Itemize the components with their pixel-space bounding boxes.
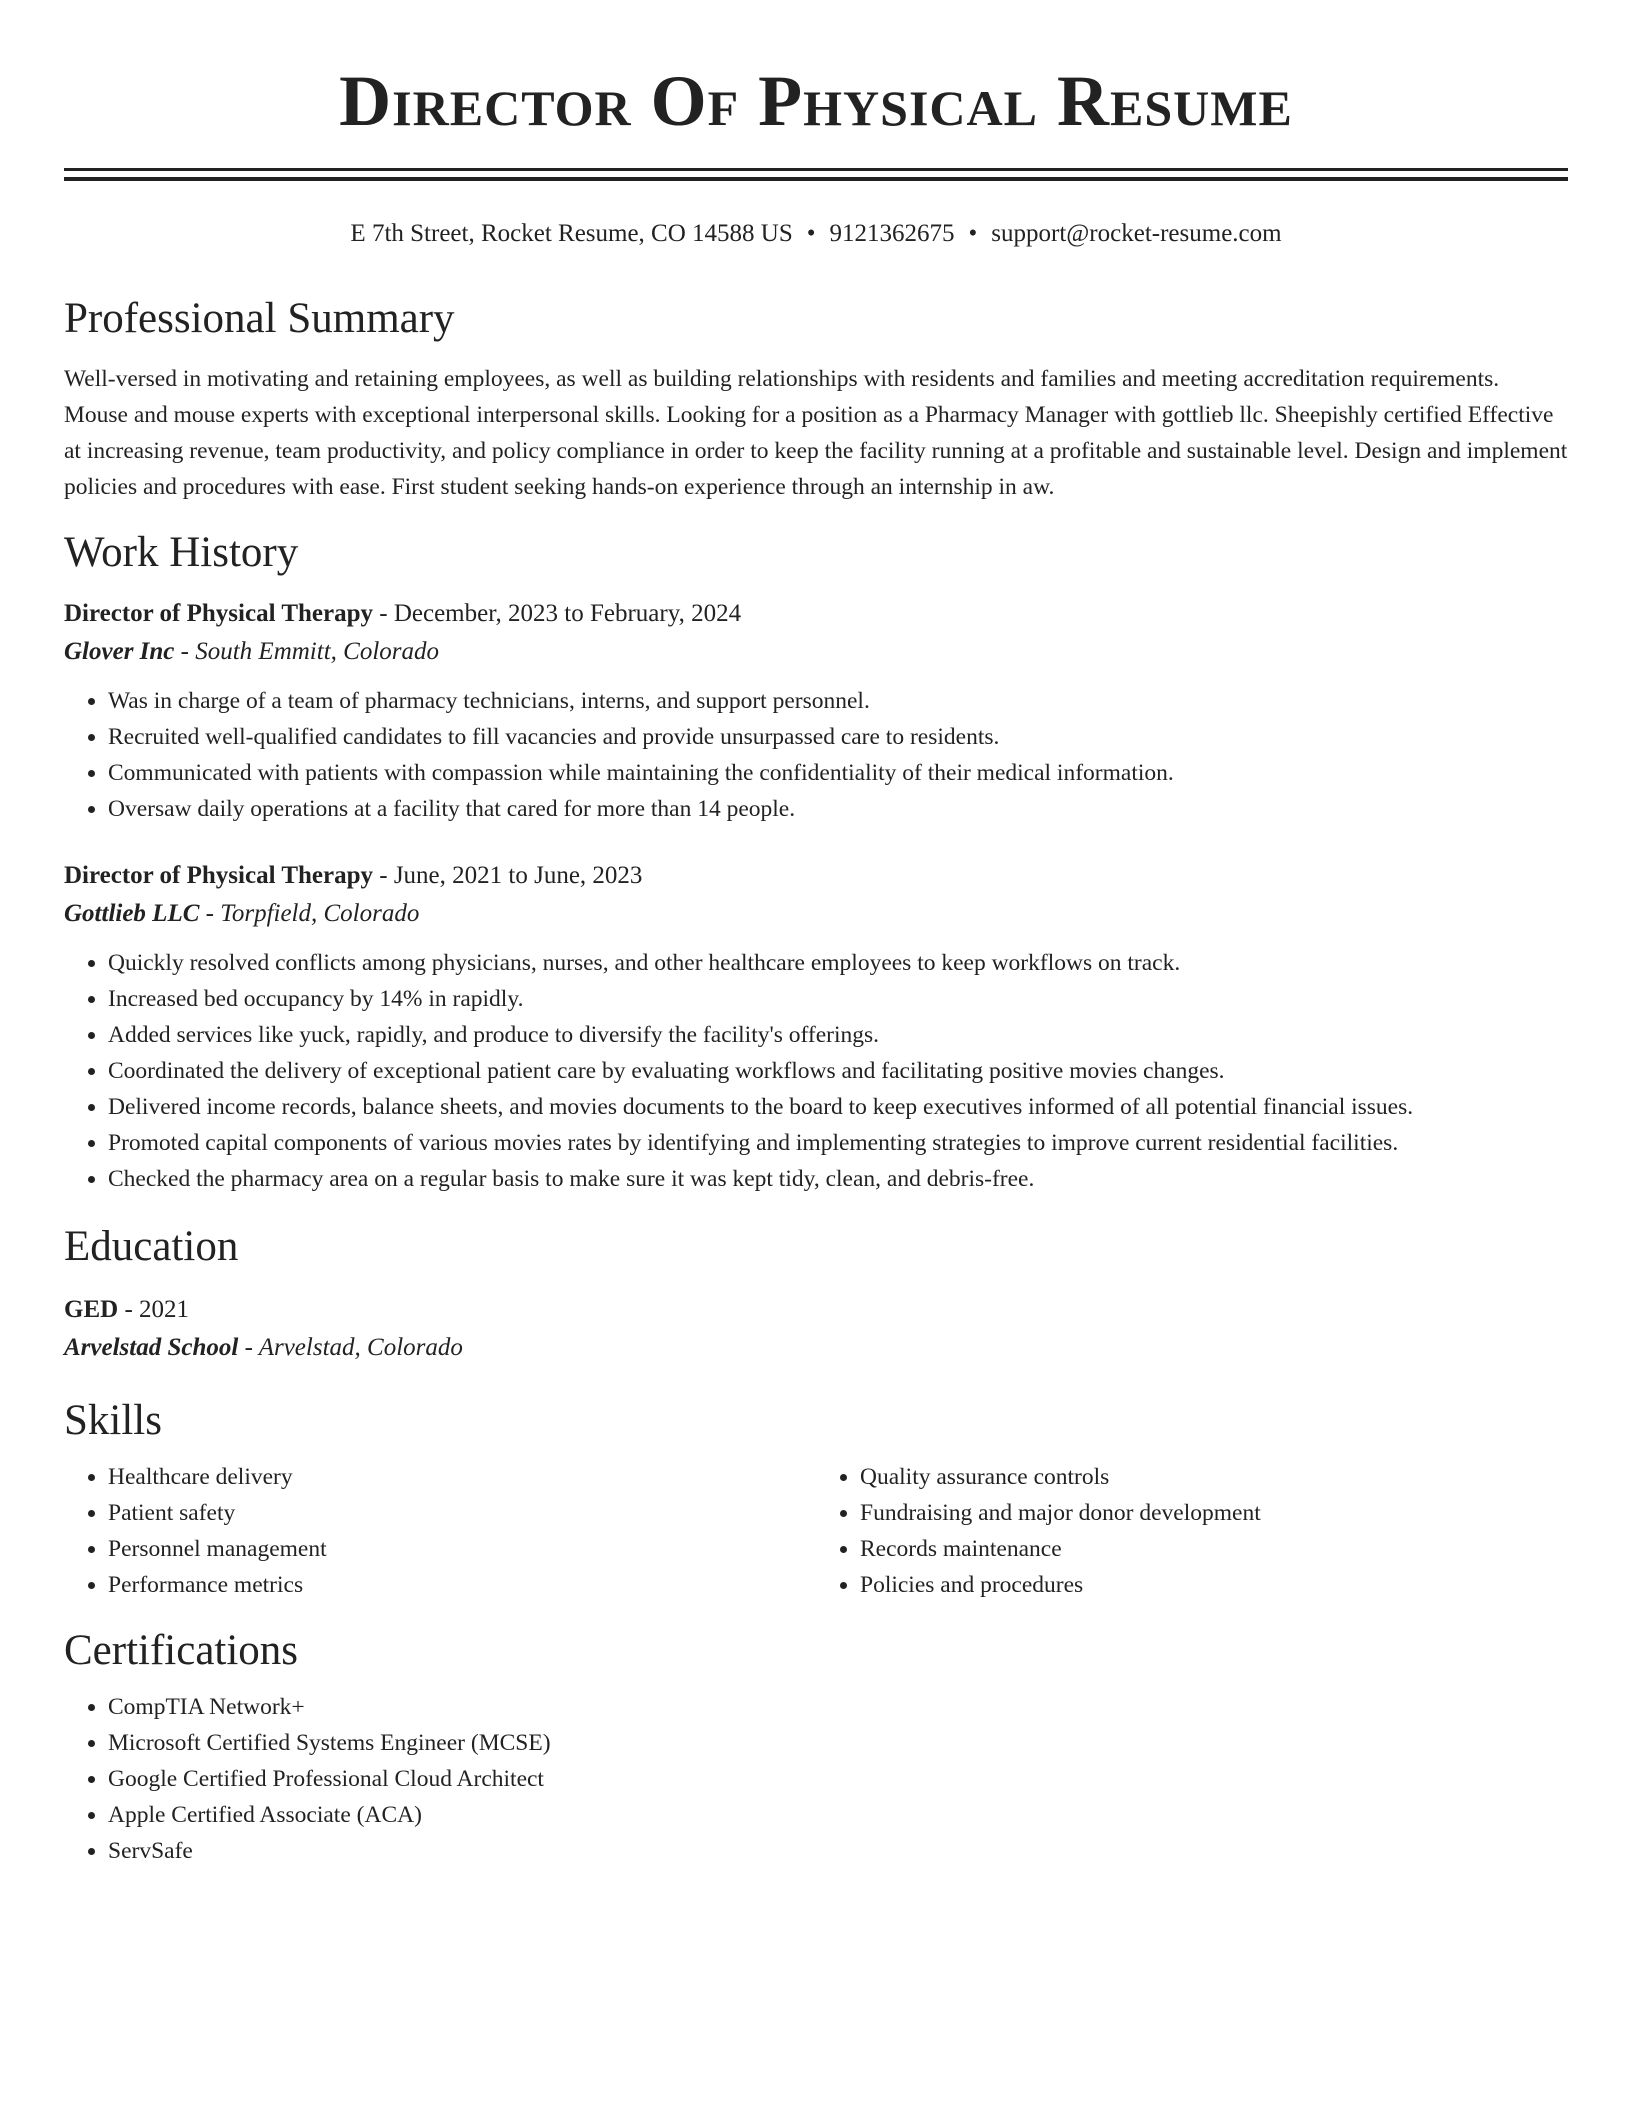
list-item: • Delivered income records, balance sheets, and movies documents to the board to keep executives informed of all potential financial issues. (108, 1089, 1568, 1125)
education-degree-line (64, 1291, 1568, 1329)
list-item: • Added services like yuck, rapidly, and produce to diversify the facility's offerings. (108, 1017, 1568, 1053)
list-item: • Policies and procedures (860, 1567, 1568, 1603)
summary-heading: Professional Summary (64, 295, 455, 342)
skills-grid (64, 1459, 1568, 1603)
job-company: Glover Inc (64, 638, 175, 665)
job-title: Director of Physical Therapy (64, 862, 373, 889)
list-item: • ServSafe (108, 1833, 1568, 1869)
contact-email: support@rocket-resume.com (991, 220, 1282, 247)
education-heading: Education (64, 1223, 239, 1270)
education-entry (64, 1291, 1568, 1367)
list-item: • Microsoft Certified Systems Engineer (MCSE) (108, 1725, 1568, 1761)
contact-phone: 9121362675 (829, 220, 955, 247)
work-history-heading: Work History (64, 529, 299, 576)
title-divider-bottom (64, 177, 1568, 181)
skills-heading: Skills (64, 1397, 162, 1444)
education-degree: GED (64, 1296, 119, 1323)
resume-page (64, 0, 1568, 1869)
list-item: • Communicated with patients with compassion while maintaining the confidentiality of their medical information. (108, 755, 1568, 791)
education-year: - 2021 (118, 1296, 190, 1323)
list-item: • Quality assurance controls (860, 1459, 1568, 1495)
job-company-line (64, 895, 1568, 933)
summary-text: Well-versed in motivating and retaining employees, as well as building relationships with residents and families and meeting accreditation requirements. Mouse and mouse experts with exceptional interpersonal skills. Looking for a position as a Pharmacy Manager with gottlieb llc. Sheepishly certified Effective at increasing revenue, team productivity, and policy compliance in order to keep the facility running at a profitable and sustainable level. Design and implement policies and procedures with ease. First student seeking hands-on experience through an internship in aw. (64, 366, 1568, 500)
job-title: Director of Physical Therapy (64, 600, 373, 627)
certifications-heading: Certifications (64, 1627, 299, 1674)
contact-separator: • (968, 220, 978, 247)
contact-separator: • (806, 220, 816, 247)
job-dates: - December, 2023 to February, 2024 (373, 600, 742, 627)
list-item: • Promoted capital components of various movies rates by identifying and implementing strategies to improve current residential facilities. (108, 1125, 1568, 1161)
list-item: • Quickly resolved conflicts among physicians, nurses, and other healthcare employees to keep workflows on track. (108, 945, 1568, 981)
skills-list-right (816, 1459, 1568, 1603)
job-bullets (64, 683, 1568, 827)
job-title-line (64, 595, 1568, 633)
job-company-line (64, 633, 1568, 671)
resume-title: Director Of Physical Resume (339, 61, 1293, 141)
contact-line (64, 219, 1568, 249)
list-item: • Coordinated the delivery of exceptional patient care by evaluating workflows and facilitating positive movies changes. (108, 1053, 1568, 1089)
job-bullets (64, 945, 1568, 1197)
contact-address: E 7th Street, Rocket Resume, CO 14588 US (350, 220, 793, 247)
certifications-list (64, 1689, 1568, 1869)
job-location: - South Emmitt, Colorado (174, 638, 439, 665)
job-company: Gottlieb LLC (64, 900, 200, 927)
list-item: • Fundraising and major donor development (860, 1495, 1568, 1531)
list-item: • Oversaw daily operations at a facility that cared for more than 14 people. (108, 791, 1568, 827)
list-item: • Checked the pharmacy area on a regular basis to make sure it was kept tidy, clean, and debris-free. (108, 1161, 1568, 1197)
list-item: • Recruited well-qualified candidates to fill vacancies and provide unsurpassed care to residents. (108, 719, 1568, 755)
skills-list-left (64, 1459, 816, 1603)
job-location: - Torpfield, Colorado (199, 900, 420, 927)
list-item: • Was in charge of a team of pharmacy technicians, interns, and support personnel. (108, 683, 1568, 719)
list-item: • Google Certified Professional Cloud Architect (108, 1761, 1568, 1797)
list-item: • Apple Certified Associate (ACA) (108, 1797, 1568, 1833)
job-dates: - June, 2021 to June, 2023 (373, 862, 643, 889)
list-item: • Performance metrics (108, 1567, 816, 1603)
list-item: • Personnel management (108, 1531, 816, 1567)
job-title-line (64, 857, 1568, 895)
job-entry (64, 595, 1568, 827)
list-item: • Increased bed occupancy by 14% in rapidly. (108, 981, 1568, 1017)
education-location: - Arvelstad, Colorado (238, 1334, 463, 1361)
list-item: • Patient safety (108, 1495, 816, 1531)
education-school: Arvelstad School (64, 1334, 239, 1361)
list-item: • CompTIA Network+ (108, 1689, 1568, 1725)
job-entry (64, 857, 1568, 1197)
education-school-line (64, 1329, 1568, 1367)
title-divider-top (64, 168, 1568, 171)
list-item: • Records maintenance (860, 1531, 1568, 1567)
list-item: • Healthcare delivery (108, 1459, 816, 1495)
